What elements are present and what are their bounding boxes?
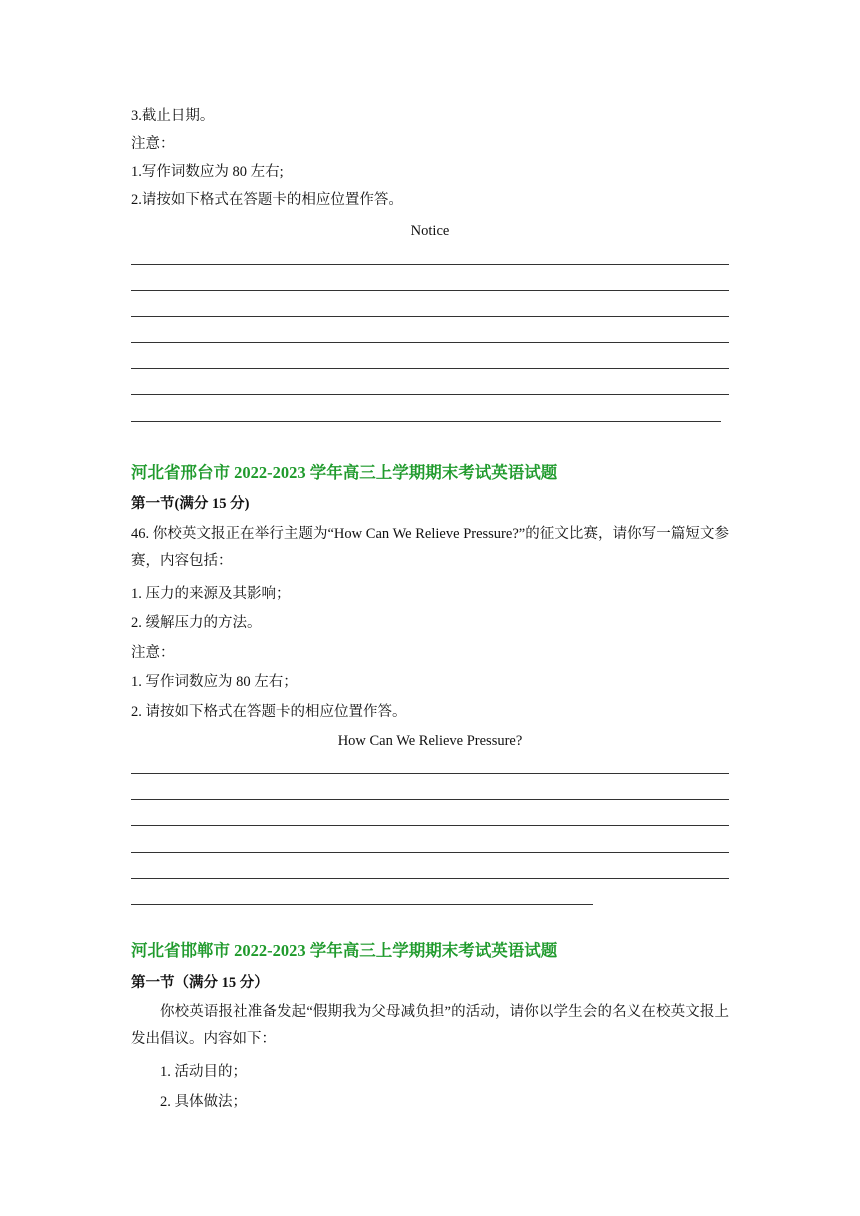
content-item: 2. 缓解压力的方法。 [131,615,262,631]
note-format: 2.请按如下格式在答题卡的相应位置作答。 [131,192,403,208]
content-item: 1. 压力的来源及其影响； [131,586,291,602]
writing-title: How Can We Relieve Pressure? [337,733,523,749]
answer-line [131,878,729,879]
note-word-count: 1.写作词数应为 80 左右; [131,164,284,180]
content-item: 1. 活动目的； [160,1064,247,1080]
writing-prompt: 你校英语报社准备发起“假期我为父母减负担”的活动，请你以学生会的名义在校英文报上发出倡议。内容如下： [131,1004,729,1047]
answer-line [131,394,729,395]
answer-line [131,342,729,343]
answer-line [131,264,729,265]
section-heading: 河北省邢台市 2022-2023 学年高三上学期期末考试英语试题 [131,463,558,482]
section-subheading: 第一节(满分 15 分) [131,496,250,512]
item-deadline: 3.截止日期。 [131,108,215,124]
answer-line [131,825,729,826]
writing-title-notice: Notice [410,223,450,239]
note-label: 注意： [131,645,175,661]
answer-line [131,316,729,317]
writing-prompt: 46. 你校英文报正在举行主题为“How Can We Relieve Pressure?”的征文比赛，请你写一篇短文参赛，内容包括： [131,526,729,569]
answer-line [131,368,729,369]
answer-line [131,773,729,774]
content-item: 2. 具体做法； [160,1094,247,1110]
section-heading: 河北省邯郸市 2022-2023 学年高三上学期期末考试英语试题 [131,941,558,960]
answer-line [131,290,729,291]
answer-line [131,852,729,853]
answer-line [131,904,593,905]
note-word-count: 1. 写作词数应为 80 左右； [131,674,298,690]
section-subheading: 第一节（满分 15 分） [131,975,269,991]
answer-line [131,421,721,422]
answer-line [131,799,729,800]
note-label: 注意： [131,136,175,152]
note-format: 2. 请按如下格式在答题卡的相应位置作答。 [131,704,407,720]
